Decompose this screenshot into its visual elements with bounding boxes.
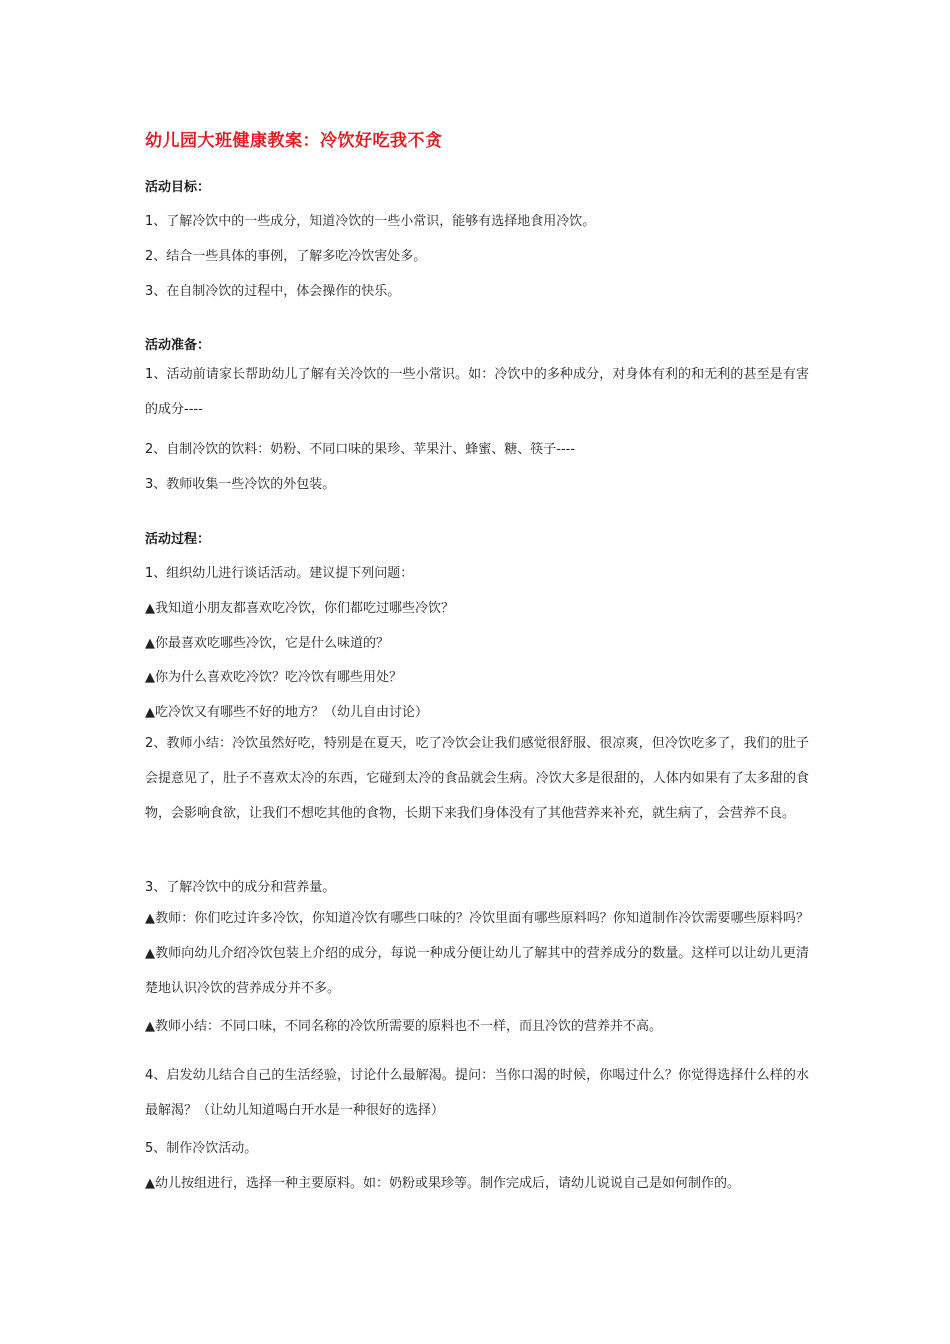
document-title: 幼儿园大班健康教案：冷饮好吃我不贪: [145, 131, 443, 151]
process-question-1: ▲我知道小朋友都喜欢吃冷饮，你们都吃过哪些冷饮？: [145, 601, 454, 616]
process-item-3-detail: ▲教师：你们吃过许多冷饮，你知道冷饮有哪些口味的？冷饮里面有哪些原料吗？你知道制作冷饮需要哪些原料吗？ ▲教师向幼儿介绍冷饮包装上介绍的成分，每说一种成分便让幼儿了解其中的营养成分的数量。这样可以让幼儿更清楚地认识冷饮的营养成分并不多。: [145, 911, 823, 996]
goals-heading: 活动目标：: [145, 180, 211, 195]
process-item-1: 1、组织幼儿进行谈话活动。建议提下列问题：: [145, 566, 414, 581]
process-item-2: 2、教师小结：冷饮虽然好吃，特别是在夏天，吃了冷饮会让我们感觉很舒服、很凉爽，但冷饮吃多了，我们的肚子会提意见了，肚子不喜欢太冷的东西，它碰到太冷的食品就会生病。冷饮大多是很甜的，人体内如果有了太多甜的食物，会影响食欲，让我们不想吃其他的食物，长期下来我们身体没有了其他营养来补充，就生病了，会营养不良。: [145, 736, 809, 821]
process-item-5: 5、制作冷饮活动。: [145, 1141, 258, 1156]
process-heading: 活动过程：: [145, 532, 211, 547]
process-item-5-detail: ▲幼儿按组进行，选择一种主要原料。如：奶粉或果珍等。制作完成后，请幼儿说说自己是如何制作的。: [145, 1176, 740, 1191]
process-item-3: 3、了解冷饮中的成分和营养量。: [145, 880, 336, 895]
goal-item-2: 2、结合一些具体的事例，了解多吃冷饮害处多。: [145, 249, 427, 264]
goal-item-1: 1、了解冷饮中的一些成分，知道冷饮的一些小常识，能够有选择地食用冷饮。: [145, 214, 596, 229]
prep-heading: 活动准备：: [145, 338, 211, 353]
process-item-3-summary: ▲教师小结：不同口味，不同名称的冷饮所需要的原料也不一样，而且冷饮的营养并不高。: [145, 1019, 662, 1034]
process-question-3: ▲你为什么喜欢吃冷饮？吃冷饮有哪些用处？: [145, 670, 402, 685]
prep-item-3: 3、教师收集一些冷饮的外包装。: [145, 477, 336, 492]
process-question-4: ▲吃冷饮又有哪些不好的地方？（幼儿自由讨论）: [145, 705, 428, 720]
process-item-4: 4、启发幼儿结合自己的生活经验，讨论什么最解渴。提问：当你口渴的时候，你喝过什么？你觉得选择什么样的水最解渴？（让幼儿知道喝白开水是一种很好的选择）: [145, 1068, 809, 1118]
process-question-2: ▲你最喜欢吃哪些冷饮，它是什么味道的？: [145, 636, 389, 651]
prep-item-2: 2、自制冷饮的饮料：奶粉、不同口味的果珍、苹果汁、蜂蜜、糖、筷子----: [145, 442, 576, 457]
prep-item-1: 1、活动前请家长帮助幼儿了解有关冷饮的一些小常识。如：冷饮中的多种成分，对身体有利的和无利的甚至是有害的成分----: [145, 367, 809, 417]
goal-item-3: 3、在自制冷饮的过程中，体会操作的快乐。: [145, 284, 401, 299]
